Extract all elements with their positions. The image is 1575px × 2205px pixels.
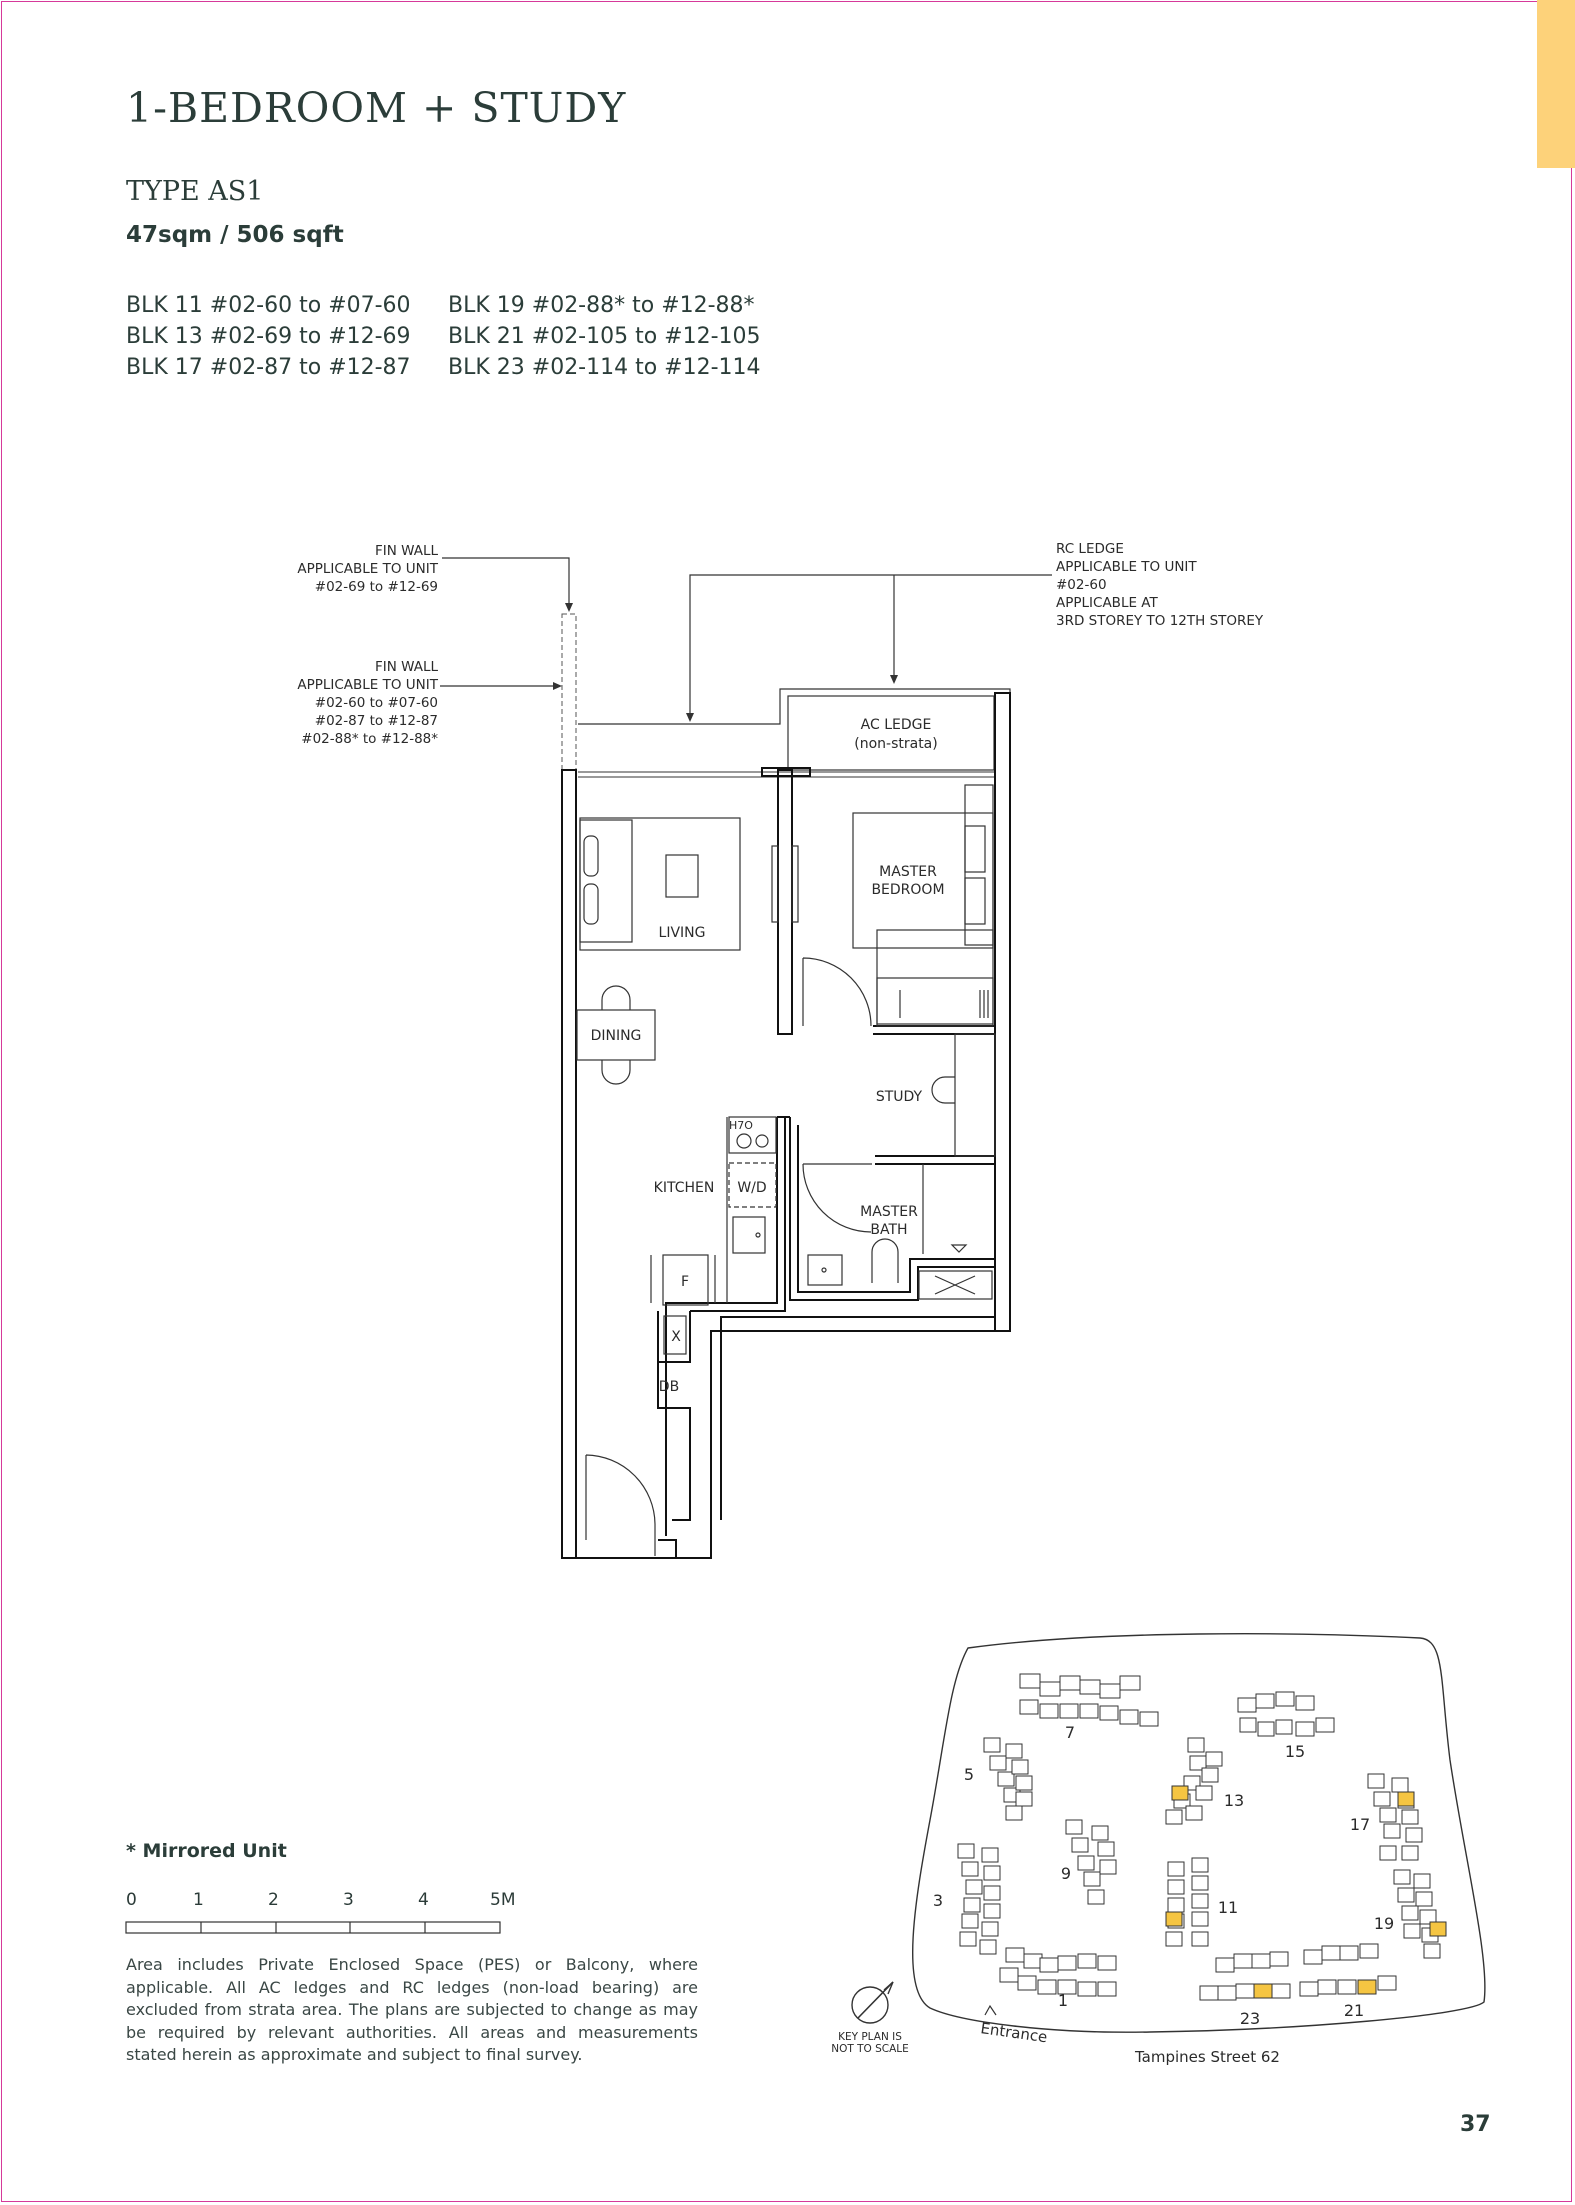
svg-text:5: 5 xyxy=(963,1765,975,1784)
rc-ledge xyxy=(578,689,1010,770)
ac-ledge-note: (non-strata) xyxy=(854,736,938,752)
walls xyxy=(562,693,1010,1558)
svg-text:15: 15 xyxy=(1284,1742,1306,1761)
study-label: STUDY xyxy=(875,1089,923,1105)
svg-text:13: 13 xyxy=(1223,1791,1245,1810)
fin-wall-annotation-1 xyxy=(297,543,573,612)
svg-text:3: 3 xyxy=(932,1891,944,1910)
unit-type: TYPE AS1 xyxy=(126,176,264,207)
svg-text:19: 19 xyxy=(1373,1914,1395,1933)
mirrored-unit-note: * Mirrored Unit xyxy=(126,1840,287,1862)
unit-range: BLK 17 #02-87 to #12-87 xyxy=(126,355,411,380)
scale-label: 3 xyxy=(343,1890,354,1910)
master-bath-label: MASTER xyxy=(860,1204,918,1220)
fin-wall-annotation-2 xyxy=(297,659,562,747)
svg-text:Entrance: Entrance xyxy=(979,2019,1049,2047)
dining-label: DINING xyxy=(590,1028,642,1044)
scale-label: 1 xyxy=(193,1890,204,1910)
shaft-label: X xyxy=(671,1329,681,1345)
svg-text:#02-60 to #07-60: #02-60 to #07-60 xyxy=(314,695,438,711)
svg-text:7: 7 xyxy=(1064,1723,1076,1742)
svg-text:NOT TO SCALE: NOT TO SCALE xyxy=(831,2043,909,2055)
study-room xyxy=(932,1034,995,1156)
svg-text:11: 11 xyxy=(1217,1898,1239,1917)
svg-text:APPLICABLE TO UNIT: APPLICABLE TO UNIT xyxy=(297,561,438,577)
hob-label: H7O xyxy=(729,1119,753,1132)
master-bath-label: BATH xyxy=(870,1222,908,1238)
svg-text:1: 1 xyxy=(1057,1991,1069,2010)
svg-text:21: 21 xyxy=(1343,2001,1365,2020)
scale-label: 5M xyxy=(490,1890,516,1910)
disclaimer: Area includes Private Enclosed Space (PES) or Balcony, where applicable. All AC ledges and RC ledges (non-load bearing) are excluded from strata area. The plans are subjected to change as may be required by relevant authorities. All areas and measurements stated herein as approximate and subject to final survey. xyxy=(126,1955,698,2064)
unit-range: BLK 23 #02-114 to #12-114 xyxy=(448,355,761,380)
scale-label: 4 xyxy=(418,1890,429,1910)
fridge-label: F xyxy=(680,1274,690,1290)
unit-range: BLK 13 #02-69 to #12-69 xyxy=(126,324,411,349)
washer-dryer-label: W/D xyxy=(737,1180,767,1196)
svg-text:23: 23 xyxy=(1239,2009,1261,2028)
svg-text:FIN WALL: FIN WALL xyxy=(374,659,438,675)
svg-text:#02-60: #02-60 xyxy=(1056,577,1107,593)
ac-ledge xyxy=(788,696,994,770)
svg-text:FIN WALL: FIN WALL xyxy=(374,543,438,559)
living-label: LIVING xyxy=(658,925,706,941)
svg-text:9: 9 xyxy=(1060,1864,1072,1883)
svg-text:17: 17 xyxy=(1349,1815,1371,1834)
entrance-door xyxy=(586,1455,655,1556)
svg-text:APPLICABLE TO UNIT: APPLICABLE TO UNIT xyxy=(297,677,438,693)
unit-range: BLK 11 #02-60 to #07-60 xyxy=(126,293,411,318)
ac-ledge-label: AC LEDGE xyxy=(860,717,932,733)
kitchen xyxy=(651,1117,776,1305)
unit-area: 47sqm / 506 sqft xyxy=(126,222,344,248)
page-title: 1-BEDROOM + STUDY xyxy=(126,84,627,132)
svg-text:Tampines Street 62: Tampines Street 62 xyxy=(1135,2048,1280,2066)
scale-bar xyxy=(126,1922,500,1933)
svg-text:3RD STOREY TO 12TH STOREY: 3RD STOREY TO 12TH STOREY xyxy=(1056,613,1264,629)
svg-text:RC LEDGE: RC LEDGE xyxy=(1056,541,1124,557)
scale-label: 0 xyxy=(126,1890,137,1910)
master-bedroom xyxy=(803,785,993,1026)
rc-ledge-annotation xyxy=(686,541,1264,722)
master-bedroom-label: BEDROOM xyxy=(871,882,945,898)
svg-text:#02-69 to #12-69: #02-69 to #12-69 xyxy=(314,579,438,595)
svg-text:APPLICABLE TO UNIT: APPLICABLE TO UNIT xyxy=(1056,559,1197,575)
kitchen-label: KITCHEN xyxy=(653,1180,715,1196)
svg-text:APPLICABLE AT: APPLICABLE AT xyxy=(1056,595,1158,611)
scale-label: 2 xyxy=(268,1890,279,1910)
unit-range: BLK 19 #02-88* to #12-88* xyxy=(448,293,755,318)
key-plan xyxy=(831,1634,1485,2066)
svg-text:#02-88* to #12-88*: #02-88* to #12-88* xyxy=(301,731,438,747)
svg-text:#02-87 to #12-87: #02-87 to #12-87 xyxy=(314,713,438,729)
db-label: DB xyxy=(658,1379,680,1395)
page-number: 37 xyxy=(1460,2112,1491,2137)
north-compass-icon xyxy=(852,1982,893,2023)
master-bedroom-label: MASTER xyxy=(879,864,937,880)
fin-wall xyxy=(562,614,576,770)
svg-text:KEY PLAN IS: KEY PLAN IS xyxy=(838,2031,902,2043)
unit-range: BLK 21 #02-105 to #12-105 xyxy=(448,324,761,349)
